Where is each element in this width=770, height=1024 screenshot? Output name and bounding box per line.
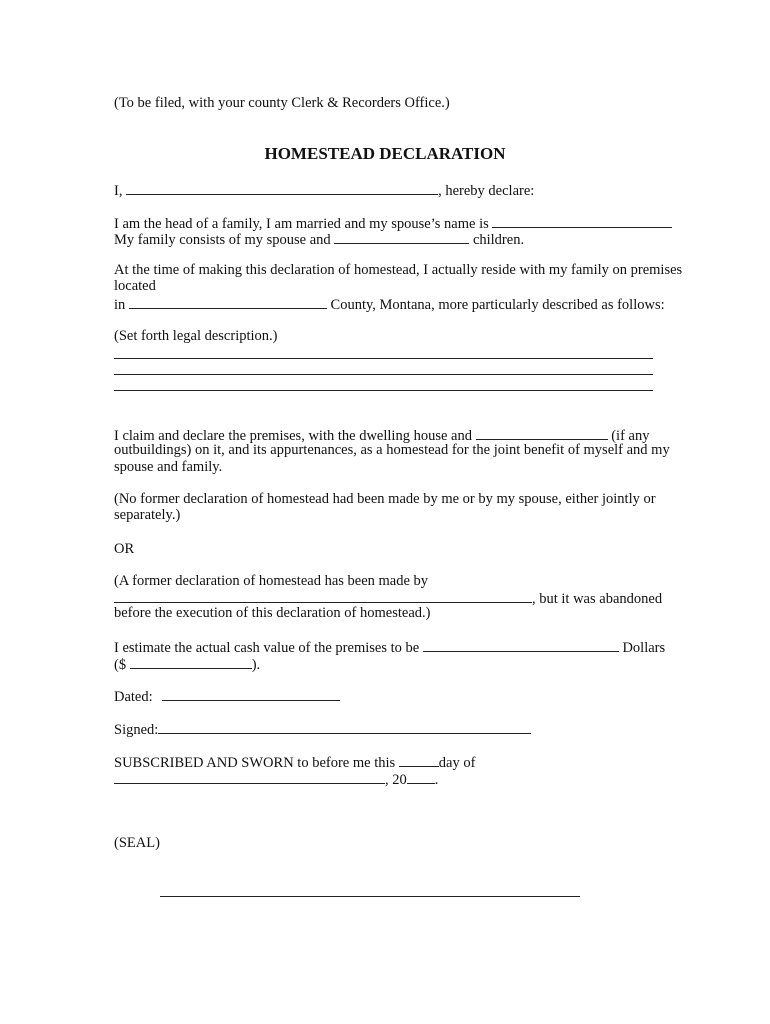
filing-note: (To be filed, with your county Clerk & Recorders Office.) (114, 95, 450, 111)
notary-signature-line[interactable] (160, 896, 580, 897)
former-line-1: (A former declaration of homestead has been made by (114, 573, 429, 589)
estimate-line-1-prefix: I estimate the actual cash value of the premises to be (114, 640, 420, 656)
estimate-line-2-suffix: ). (251, 657, 261, 673)
sworn-line-1-suffix: day of (438, 755, 476, 771)
signature-field[interactable] (158, 720, 531, 734)
outbuildings-field[interactable] (476, 426, 608, 440)
legal-description-line-1[interactable] (114, 358, 653, 359)
no-former-line-2: separately.) (114, 507, 181, 523)
estimate-line-2 (114, 655, 260, 674)
estimate-line-2-prefix: ($ (114, 657, 127, 673)
estimate-line-1-suffix: Dollars (622, 640, 666, 656)
residence-line-1: At the time of making this declaration of homestead, I actually reside with my family on premises (114, 262, 683, 278)
declarant-prefix: I, (114, 183, 123, 199)
sworn-line-2 (114, 770, 438, 789)
legal-description-line-2[interactable] (114, 374, 653, 375)
sworn-month-field[interactable] (114, 770, 385, 784)
legal-description-line-3[interactable] (114, 390, 653, 391)
dated-line (114, 687, 340, 706)
residence-line-3 (114, 295, 665, 314)
seal-label: (SEAL) (114, 835, 160, 851)
declarant-suffix: , hereby declare: (438, 183, 535, 199)
family-line-2 (114, 230, 524, 249)
county-field[interactable] (129, 295, 327, 309)
former-line-2-suffix: , but it was abandoned (532, 591, 663, 607)
family-line-2-prefix: My family consists of my spouse and (114, 232, 331, 248)
residence-line-2: located (114, 278, 156, 294)
signed-label: Signed: (114, 722, 159, 738)
claim-line-1-suffix: (if any (611, 428, 650, 444)
sworn-day-field[interactable] (399, 753, 439, 767)
cash-value-amount-field[interactable] (130, 655, 252, 669)
signed-line (114, 720, 531, 739)
former-line-3: before the execution of this declaration of homestead.) (114, 605, 431, 621)
residence-line-3-prefix: in (114, 297, 126, 313)
document-title: HOMESTEAD DECLARATION (264, 144, 506, 163)
no-former-line-1: (No former declaration of homestead had been made by me or by my spouse, either jointly or (114, 491, 656, 507)
declarant-name-field[interactable] (126, 181, 438, 195)
or-label: OR (114, 541, 135, 557)
spouse-name-field[interactable] (492, 214, 672, 228)
former-declarant-field[interactable] (114, 589, 532, 603)
sworn-line-2-end: . (434, 772, 439, 788)
claim-line-3: spouse and family. (114, 459, 223, 475)
children-count-field[interactable] (334, 230, 469, 244)
claim-line-1-prefix: I claim and declare the premises, with the dwelling house and (114, 428, 472, 444)
sworn-year-field[interactable] (407, 770, 435, 784)
cash-value-words-field[interactable] (423, 638, 619, 652)
declarant-line (114, 181, 534, 200)
dated-label: Dated: (114, 689, 153, 705)
date-field[interactable] (162, 687, 340, 701)
family-line-1-text: I am the head of a family, I am married and my spouse’s name is (114, 216, 489, 232)
sworn-line-1-prefix: SUBSCRIBED AND SWORN to before me this (114, 755, 396, 771)
claim-line-2: outbuildings) on it, and its appurtenances, as a homestead for the joint benefit of myself and my (114, 442, 670, 458)
family-line-2-suffix: children. (472, 232, 525, 248)
residence-line-3-suffix: County, Montana, more particularly described as follows: (330, 297, 665, 313)
sworn-year-prefix: , 20 (385, 772, 407, 788)
legal-description-label: (Set forth legal description.) (114, 328, 278, 344)
